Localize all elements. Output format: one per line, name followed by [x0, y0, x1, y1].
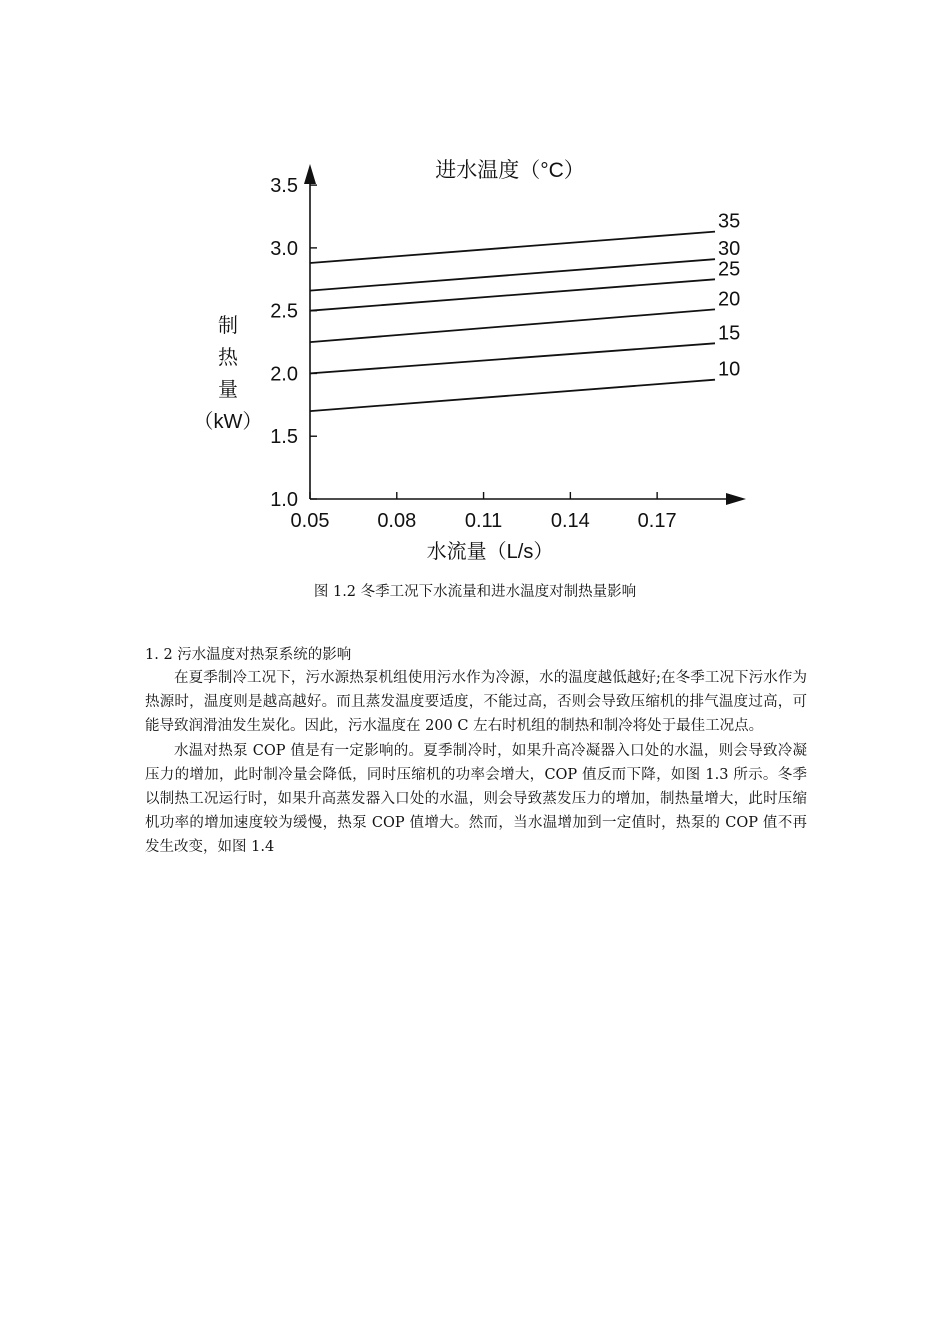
y-axis-label-line: 量: [218, 379, 238, 401]
x-tick-label: 0.17: [637, 510, 677, 532]
y-tick-label: 3.5: [270, 175, 298, 198]
series-label: 35: [718, 210, 741, 233]
figure-caption: 图 1.2 冬季工况下水流量和进水温度对制热量影响: [313, 584, 637, 600]
y-tick-label: 3.0: [270, 237, 298, 260]
series-label: 25: [718, 258, 741, 281]
x-ticks: [291, 492, 677, 532]
series-label: 30: [718, 238, 741, 261]
x-tick-label: 0.14: [550, 510, 590, 532]
series-line: [310, 343, 715, 373]
y-tick-label: 2.0: [270, 363, 298, 386]
series-line: [310, 259, 715, 290]
y-axis-label-line: 制: [218, 315, 238, 337]
series-line: [310, 232, 715, 263]
x-tick-label: 0.08: [377, 510, 417, 532]
y-axis-label-line: （kW）: [193, 411, 263, 433]
heating-capacity-chart: [180, 150, 760, 570]
section-title: 1. 2 污水温度对热泵系统的影响: [145, 647, 352, 663]
body-text: [145, 666, 807, 860]
y-tick-label: 1.0: [270, 489, 298, 511]
paragraph: 水温对热泵 COP 值是有一定影响的。夏季制冷时，如果升高冷凝器入口处的水温，则会导致冷凝压力的增加，此时制冷量会降低，同时压缩机的功率会增大，COP 值反而下降，如图 1.3 所示。冬季以制热工况运行时，如果升高蒸发器入口处的水温，则会导致蒸发压力的增加，制热量增大，此时压缩机功率的增加速度较为缓慢，热泵 COP 值增大。然而，当水温增加到一定值时，热泵的 COP 值不再发生改变，如图 1.4: [145, 742, 807, 856]
series-line: [310, 309, 715, 342]
series-line: [310, 380, 715, 411]
chart-title: 进水温度（°C）: [435, 159, 585, 182]
x-tick-label: 0.05: [290, 510, 330, 532]
series-lines: [310, 211, 740, 412]
series-line: [310, 279, 715, 310]
series-label: 20: [718, 288, 741, 311]
x-axis-arrow: [726, 493, 746, 505]
series-label: 15: [718, 322, 741, 345]
y-axis-arrow: [304, 164, 316, 184]
y-axis-label-line: 热: [218, 347, 238, 369]
y-axis-label: [194, 314, 263, 433]
y-tick-label: 1.5: [270, 426, 298, 449]
series-label: 10: [718, 358, 741, 381]
y-tick-label: 2.5: [270, 300, 298, 323]
x-axis-label: 水流量（L/s）: [426, 541, 554, 563]
x-tick-label: 0.11: [464, 510, 503, 532]
paragraph: 在夏季制冷工况下，污水源热泵机组使用污水作为冷源，水的温度越低越好;在冬季工况下污水作为热源时，温度则是越高越好。而且蒸发温度要适度，不能过高，否则会导致压缩机的排气温度过高，可能导致润滑油发生炭化。因此，污水温度在 200 C 左右时机组的制热和制冷将处于最佳工况点。: [145, 670, 807, 735]
